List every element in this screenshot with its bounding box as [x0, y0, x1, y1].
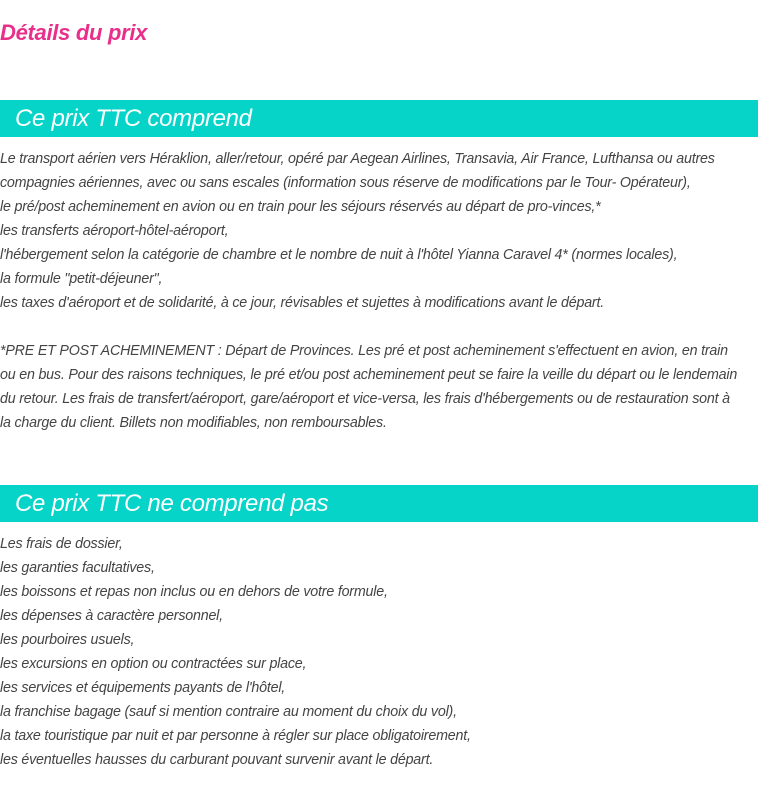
included-line: l'hébergement selon la catégorie de chambre et le nombre de nuit à l'hôtel Yianna Caravel 4* (normes locales),	[0, 247, 678, 263]
included-line: la formule "petit-déjeuner",	[0, 271, 163, 287]
page-title: Détails du prix	[0, 20, 148, 45]
excluded-line: la taxe touristique par nuit et par personne à régler sur place obligatoirement,	[0, 728, 471, 744]
included-line: compagnies aériennes, avec ou sans escales (information sous réserve de modifications par le Tour- Opérateur),	[0, 175, 691, 191]
note-line: du retour. Les frais de transfert/aéroport, gare/aéroport et vice-versa, les frais d'hébergements ou de restauration sont à	[0, 391, 730, 407]
excluded-line: les éventuelles hausses du carburant pouvant survenir avant le départ.	[0, 752, 434, 768]
acheminement-note	[0, 339, 758, 435]
included-line: le pré/post acheminement en avion ou en train pour les séjours réservés au départ de pro-vinces,*	[0, 199, 601, 215]
excluded-line: les excursions en option ou contractées sur place,	[0, 656, 307, 672]
excluded-line: les dépenses à caractère personnel,	[0, 608, 223, 624]
excluded-list	[0, 532, 758, 772]
excluded-line: les services et équipements payants de l'hôtel,	[0, 680, 286, 696]
note-line: la charge du client. Billets non modifiables, non remboursables.	[0, 415, 387, 431]
included-line: Le transport aérien vers Héraklion, aller/retour, opéré par Aegean Airlines, Transavia, Air France, Lufthansa ou autres	[0, 151, 715, 167]
included-heading: Ce prix TTC comprend	[15, 105, 252, 132]
excluded-line: les pourboires usuels,	[0, 632, 135, 648]
excluded-section-header	[0, 485, 758, 522]
excluded-line: Les frais de dossier,	[0, 536, 123, 552]
excluded-line: les garanties facultatives,	[0, 560, 155, 576]
note-line: ou en bus. Pour des raisons techniques, le pré et/ou post acheminement peut se faire la veille du départ ou le lendemain	[0, 367, 738, 383]
included-section-header	[0, 100, 758, 137]
excluded-line: la franchise bagage (sauf si mention contraire au moment du choix du vol),	[0, 704, 457, 720]
note-line: *PRE ET POST ACHEMINEMENT : Départ de Provinces. Les pré et post acheminement s'effectuent en avion, en train	[0, 343, 728, 359]
included-list	[0, 147, 758, 315]
included-line: les taxes d'aéroport et de solidarité, à ce jour, révisables et sujettes à modifications avant le départ.	[0, 295, 605, 311]
excluded-line: les boissons et repas non inclus ou en dehors de votre formule,	[0, 584, 388, 600]
included-line: les transferts aéroport-hôtel-aéroport,	[0, 223, 229, 239]
excluded-heading: Ce prix TTC ne comprend pas	[15, 490, 329, 517]
